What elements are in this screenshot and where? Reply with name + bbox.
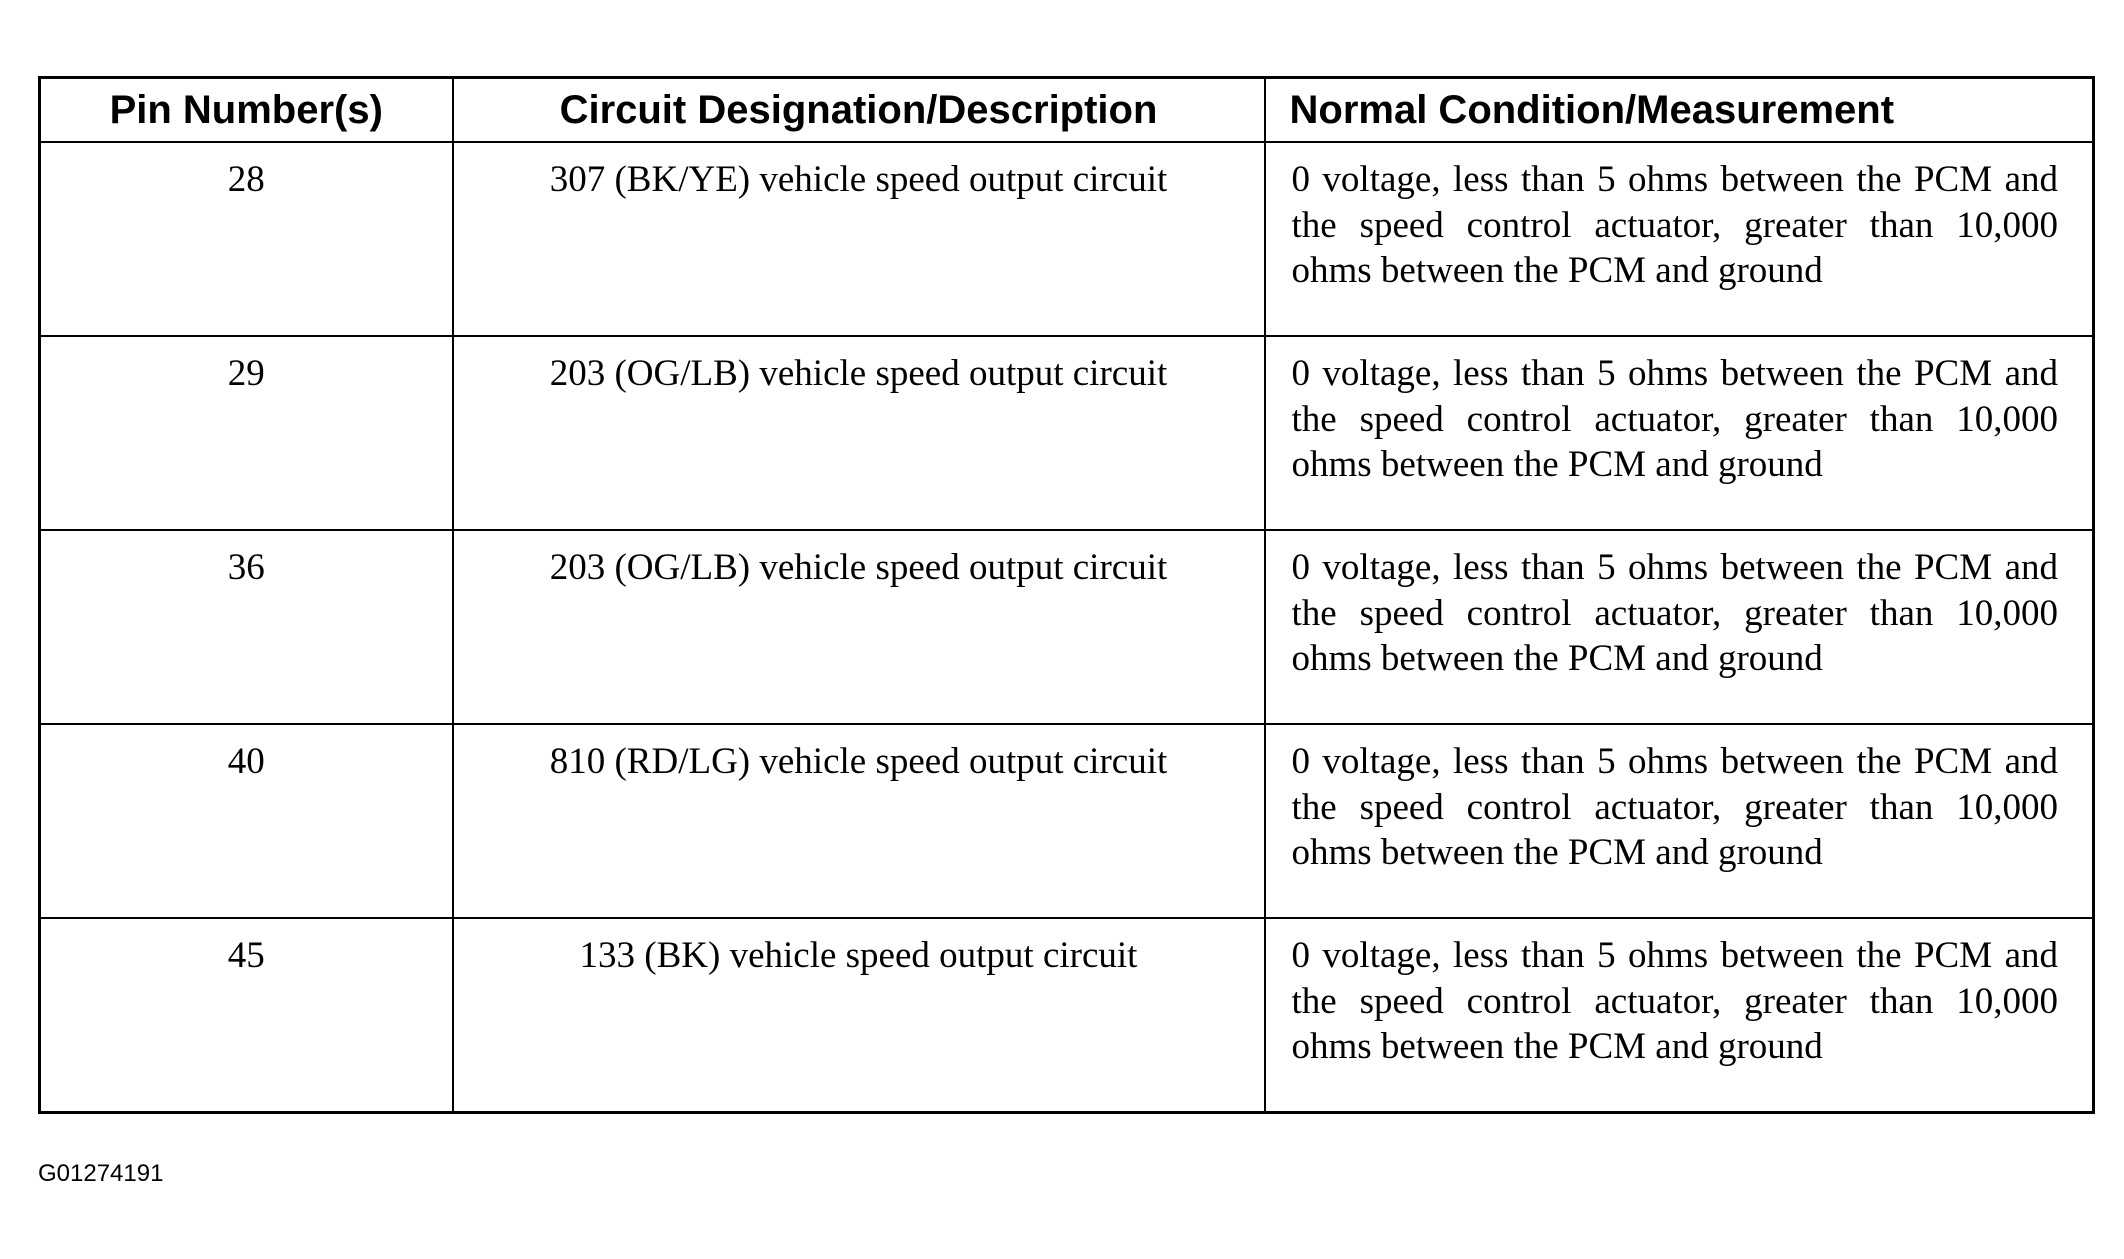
circuit-cell: 307 (BK/YE) vehicle speed output circuit [453, 142, 1265, 336]
pin-cell: 28 [40, 142, 453, 336]
pin-cell: 36 [40, 530, 453, 724]
condition-cell: 0 voltage, less than 5 ohms between the PCM and the speed control actuator, greater than 10,000 ohms between the PCM and ground [1265, 918, 2094, 1112]
pin-cell: 45 [40, 918, 453, 1112]
table-row [40, 724, 2094, 918]
circuit-cell: 133 (BK) vehicle speed output circuit [453, 918, 1265, 1112]
condition-cell: 0 voltage, less than 5 ohms between the PCM and the speed control actuator, greater than 10,000 ohms between the PCM and ground [1265, 336, 2094, 530]
circuit-cell: 203 (OG/LB) vehicle speed output circuit [453, 530, 1265, 724]
table-row [40, 918, 2094, 1112]
circuit-cell: 203 (OG/LB) vehicle speed output circuit [453, 336, 1265, 530]
condition-cell: 0 voltage, less than 5 ohms between the PCM and the speed control actuator, greater than 10,000 ohms between the PCM and ground [1265, 142, 2094, 336]
table-header-row [40, 78, 2094, 143]
pin-cell: 29 [40, 336, 453, 530]
table-row [40, 530, 2094, 724]
header-circuit-designation: Circuit Designation/Description [453, 78, 1265, 143]
header-pin-number: Pin Number(s) [40, 78, 453, 143]
pin-cell: 40 [40, 724, 453, 918]
table-row [40, 336, 2094, 530]
table-row [40, 142, 2094, 336]
circuit-cell: 810 (RD/LG) vehicle speed output circuit [453, 724, 1265, 918]
condition-cell: 0 voltage, less than 5 ohms between the PCM and the speed control actuator, greater than 10,000 ohms between the PCM and ground [1265, 530, 2094, 724]
pin-table-container [38, 76, 2092, 1114]
condition-cell: 0 voltage, less than 5 ohms between the PCM and the speed control actuator, greater than 10,000 ohms between the PCM and ground [1265, 724, 2094, 918]
pin-table [38, 76, 2095, 1114]
header-normal-condition: Normal Condition/Measurement [1265, 78, 2094, 143]
figure-id: G01274191 [38, 1160, 164, 1187]
